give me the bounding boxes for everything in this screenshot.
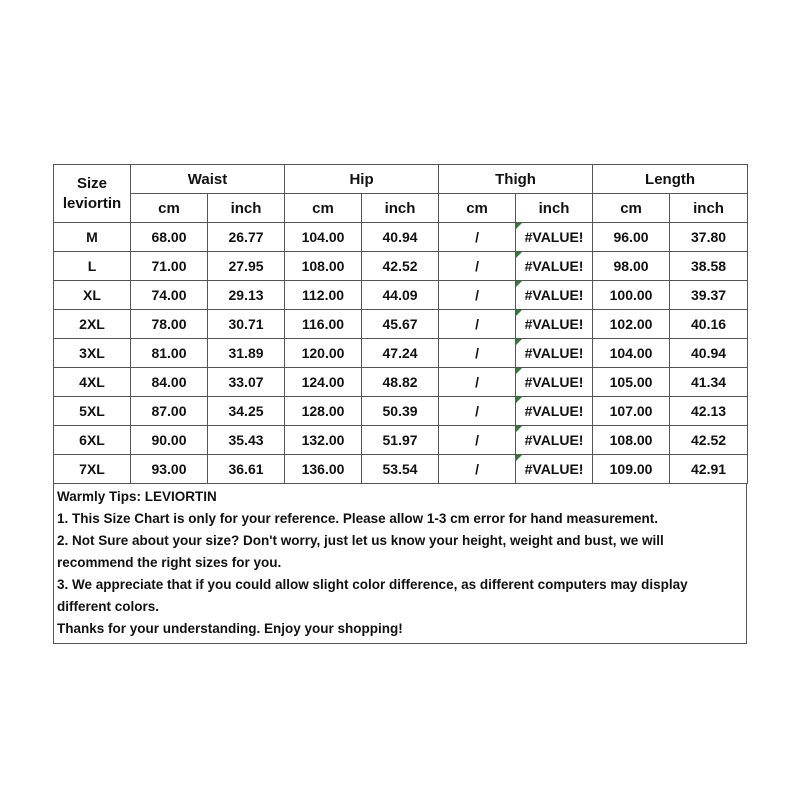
table-row xyxy=(54,455,748,484)
table-cell: / xyxy=(439,397,516,426)
size-label-cell: 3XL xyxy=(54,339,131,368)
table-cell: #VALUE! xyxy=(516,397,593,426)
table-cell: 71.00 xyxy=(131,252,208,281)
table-cell: 39.37 xyxy=(670,281,748,310)
tips-line-2: 2. Not Sure about your size? Don't worry, just let us know your height, weight and bust, we will recommend the right sizes for you. xyxy=(57,533,664,570)
size-label-cell: M xyxy=(54,223,131,252)
size-table xyxy=(53,164,748,484)
table-row xyxy=(54,397,748,426)
table-cell: 105.00 xyxy=(593,368,670,397)
table-cell: 107.00 xyxy=(593,397,670,426)
table-cell: 87.00 xyxy=(131,397,208,426)
table-cell: 81.00 xyxy=(131,339,208,368)
table-cell: 136.00 xyxy=(285,455,362,484)
group-header-waist: Waist xyxy=(131,165,285,194)
table-cell: 100.00 xyxy=(593,281,670,310)
table-cell: 51.97 xyxy=(362,426,439,455)
table-cell: #VALUE! xyxy=(516,310,593,339)
table-row xyxy=(54,223,748,252)
table-cell: 53.54 xyxy=(362,455,439,484)
unit-header: cm xyxy=(131,194,208,223)
unit-header: inch xyxy=(362,194,439,223)
table-cell: 48.82 xyxy=(362,368,439,397)
table-row xyxy=(54,339,748,368)
table-cell: 42.91 xyxy=(670,455,748,484)
table-row xyxy=(54,252,748,281)
table-row xyxy=(54,426,748,455)
table-cell: 93.00 xyxy=(131,455,208,484)
size-label-cell: 7XL xyxy=(54,455,131,484)
table-cell: 42.13 xyxy=(670,397,748,426)
table-row xyxy=(54,310,748,339)
unit-header: cm xyxy=(593,194,670,223)
table-cell: 30.71 xyxy=(208,310,285,339)
unit-header: cm xyxy=(285,194,362,223)
table-cell: 27.95 xyxy=(208,252,285,281)
table-cell: / xyxy=(439,252,516,281)
table-cell: #VALUE! xyxy=(516,455,593,484)
table-cell: / xyxy=(439,426,516,455)
table-cell: 38.58 xyxy=(670,252,748,281)
table-cell: 42.52 xyxy=(670,426,748,455)
table-cell: 44.09 xyxy=(362,281,439,310)
table-row xyxy=(54,281,748,310)
table-cell: 35.43 xyxy=(208,426,285,455)
size-header-line1: Size xyxy=(76,174,107,192)
size-chart xyxy=(53,164,747,644)
table-cell: 109.00 xyxy=(593,455,670,484)
table-cell: 102.00 xyxy=(593,310,670,339)
table-cell: 104.00 xyxy=(593,339,670,368)
table-cell: 68.00 xyxy=(131,223,208,252)
size-label-cell: 4XL xyxy=(54,368,131,397)
table-cell: 90.00 xyxy=(131,426,208,455)
table-cell: 120.00 xyxy=(285,339,362,368)
table-cell: 42.52 xyxy=(362,252,439,281)
tips-line-3: 3. We appreciate that if you could allow slight color difference, as different computers may display different colors. xyxy=(57,577,688,614)
tips-line-1: 1. This Size Chart is only for your reference. Please allow 1-3 cm error for hand measurement. xyxy=(57,511,658,526)
table-row xyxy=(54,368,748,397)
group-header-thigh: Thigh xyxy=(439,165,593,194)
table-cell: / xyxy=(439,281,516,310)
table-cell: 112.00 xyxy=(285,281,362,310)
table-cell: 50.39 xyxy=(362,397,439,426)
table-cell: 108.00 xyxy=(593,426,670,455)
table-cell: 132.00 xyxy=(285,426,362,455)
unit-header-row xyxy=(54,194,748,223)
table-cell: 26.77 xyxy=(208,223,285,252)
table-cell: #VALUE! xyxy=(516,339,593,368)
table-cell: #VALUE! xyxy=(516,368,593,397)
unit-header: cm xyxy=(439,194,516,223)
size-label-cell: L xyxy=(54,252,131,281)
size-label-cell: XL xyxy=(54,281,131,310)
size-label-cell: 2XL xyxy=(54,310,131,339)
table-cell: 78.00 xyxy=(131,310,208,339)
size-header xyxy=(54,165,131,223)
table-cell: 47.24 xyxy=(362,339,439,368)
table-cell: 36.61 xyxy=(208,455,285,484)
size-label-cell: 5XL xyxy=(54,397,131,426)
table-cell: 124.00 xyxy=(285,368,362,397)
group-header-hip: Hip xyxy=(285,165,439,194)
table-cell: 45.67 xyxy=(362,310,439,339)
table-cell: 31.89 xyxy=(208,339,285,368)
tips-closing: Thanks for your understanding. Enjoy your shopping! xyxy=(57,621,403,636)
table-cell: 98.00 xyxy=(593,252,670,281)
table-cell: #VALUE! xyxy=(516,252,593,281)
table-cell: 41.34 xyxy=(670,368,748,397)
table-cell: / xyxy=(439,223,516,252)
group-header-length: Length xyxy=(593,165,748,194)
table-cell: 74.00 xyxy=(131,281,208,310)
table-cell: 40.94 xyxy=(670,339,748,368)
table-cell: / xyxy=(439,310,516,339)
tips-box xyxy=(53,484,747,644)
table-cell: #VALUE! xyxy=(516,426,593,455)
size-header-line2: leviortin xyxy=(62,194,122,212)
unit-header: inch xyxy=(516,194,593,223)
table-cell: 108.00 xyxy=(285,252,362,281)
table-cell: 104.00 xyxy=(285,223,362,252)
unit-header: inch xyxy=(670,194,748,223)
table-cell: 40.16 xyxy=(670,310,748,339)
table-cell: 84.00 xyxy=(131,368,208,397)
table-cell: 37.80 xyxy=(670,223,748,252)
table-cell: #VALUE! xyxy=(516,223,593,252)
table-cell: / xyxy=(439,455,516,484)
table-cell: 116.00 xyxy=(285,310,362,339)
size-label-cell: 6XL xyxy=(54,426,131,455)
tips-title: Warmly Tips: LEVIORTIN xyxy=(57,489,217,504)
size-table-body xyxy=(54,223,748,484)
table-cell: 96.00 xyxy=(593,223,670,252)
table-cell: 33.07 xyxy=(208,368,285,397)
table-cell: 40.94 xyxy=(362,223,439,252)
table-cell: 128.00 xyxy=(285,397,362,426)
unit-header: inch xyxy=(208,194,285,223)
table-cell: 29.13 xyxy=(208,281,285,310)
table-cell: / xyxy=(439,339,516,368)
group-header-row xyxy=(54,165,748,194)
table-cell: #VALUE! xyxy=(516,281,593,310)
table-cell: 34.25 xyxy=(208,397,285,426)
table-cell: / xyxy=(439,368,516,397)
